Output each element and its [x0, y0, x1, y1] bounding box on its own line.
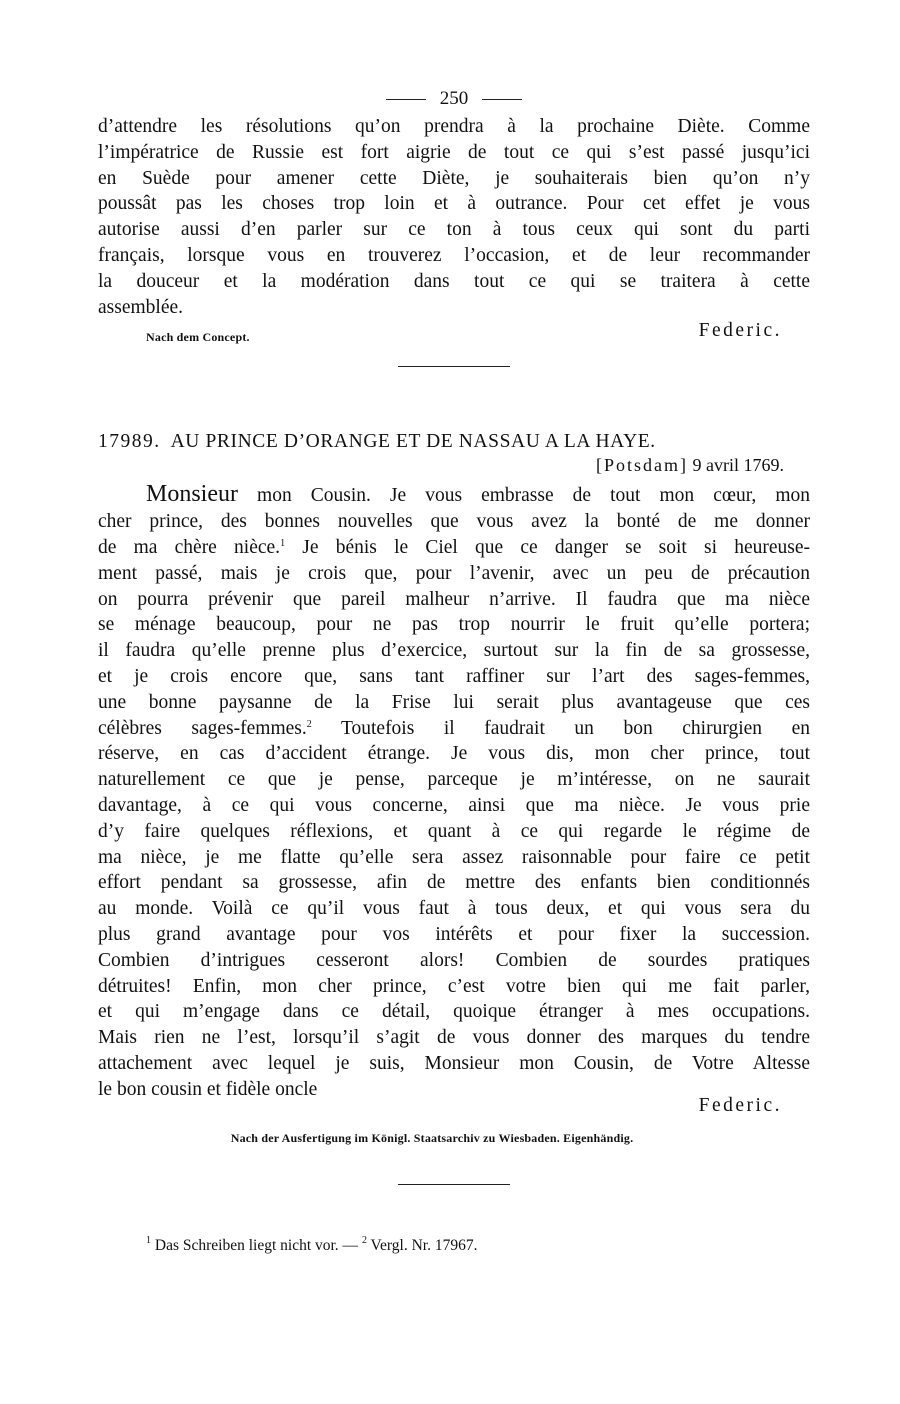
text-segment: Je bénis le Ciel que ce danger se soit si heureuse-: [285, 536, 810, 558]
footnotes: [146, 1234, 810, 1255]
text-line: le bon cousin et fidèle oncle: [98, 1078, 318, 1100]
signature-row: [98, 1095, 810, 1121]
section-divider: [398, 366, 510, 367]
text-segment: célèbres sages-femmes.: [98, 717, 307, 739]
text-line: [98, 482, 810, 509]
footnote-mark: 2: [361, 1234, 367, 1246]
opening-line-rest: mon Cousin. Je vous embrasse de tout mon cœur, mon: [238, 485, 810, 507]
text-line: la douceur et la modération dans tout ce qui se traitera à cette: [98, 270, 810, 292]
text-line: assemblée.: [98, 296, 184, 318]
text-line: on pourra prévenir que pareil malheur n’arrive. Il faudra que ma nièce: [98, 588, 810, 610]
text-segment: de ma chère nièce.: [98, 536, 281, 558]
text-line: davantage, à ce qui vous concerne, ainsi que ma nièce. Je vous prie: [98, 794, 810, 816]
page-number-header: [98, 84, 810, 114]
folio-dash-right: [482, 99, 522, 100]
text-line: au monde. Voilà ce qu’il vous faut à tous deux, et qui vous sera du: [98, 898, 810, 920]
text-line: attachement avec lequel je suis, Monsieur mon Cousin, de Votre Altesse: [98, 1052, 810, 1074]
continued-letter-text: [98, 114, 810, 320]
text-line: Mais rien ne l’est, lorsqu’il s’agit de vous donner des marques du tendre: [98, 1027, 810, 1049]
signature: Federic.: [698, 320, 782, 342]
letter-heading: [98, 431, 810, 453]
text-line: et je crois encore que, sans tant raffiner sur l’art des sages-femmes,: [98, 665, 810, 687]
text-line: et qui m’engage dans ce détail, quoique étranger à mes occupations.: [98, 1001, 810, 1023]
source-note: Nach dem Concept.: [146, 330, 250, 345]
page: [98, 84, 810, 1255]
text-line: d’attendre les résolutions qu’on prendra à la prochaine Diète. Comme: [98, 116, 810, 137]
letter-title: AU PRINCE D’ORANGE ET DE NASSAU A LA HAYE.: [170, 431, 656, 453]
footnote-divider: [398, 1184, 510, 1185]
letter-place: [Potsdam]: [596, 455, 688, 476]
text-line: cher prince, des bonnes nouvelles que vous avez la bonté de me donner: [98, 511, 810, 533]
text-line: réserve, en cas d’accident étrange. Je vous dis, mon cher prince, tout: [98, 743, 810, 765]
footnote-ref: 1: [280, 537, 286, 549]
footnote-ref: 2: [306, 718, 312, 730]
text-line: ma nièce, je me flatte qu’elle sera assez raisonnable pour faire ce petit: [98, 846, 810, 868]
page-number: 250: [439, 88, 469, 109]
text-line: détruites! Enfin, mon cher prince, c’est votre bien qui me fait parler,: [98, 975, 810, 997]
letter-date: 9 avril 1769.: [692, 455, 784, 476]
text-line: une bonne paysanne de la Frise lui serait plus avantageuse que ces: [98, 691, 810, 713]
signature-row: [98, 320, 810, 346]
letter-number: 17989.: [98, 431, 161, 453]
text-line: plus grand avantage pour vos intérêts et pour fixer la succession.: [98, 923, 810, 945]
signature: Federic.: [698, 1094, 782, 1116]
text-segment: Toutefois il faudrait un bon chirurgien en: [311, 717, 810, 739]
footnote-text: Vergl. Nr. 17967.: [366, 1236, 478, 1254]
folio-dash-left: [386, 99, 426, 100]
text-line: autorise aussi d’en parler sur ce ton à tous ceux qui sont du parti: [98, 219, 810, 241]
text-line: se ménage beaucoup, pour ne pas trop nourrir le fruit qu’elle portera;: [98, 614, 810, 636]
opening-word: Monsieur: [146, 481, 238, 508]
text-line: l’impératrice de Russie est fort aigrie de tout ce qui s’est passé jusqu’ici: [98, 141, 810, 163]
footnote-mark: 1: [146, 1234, 151, 1246]
letter-dateline: [98, 455, 784, 476]
text-line: naturellement ce que je pense, parceque je m’intéresse, on ne saurait: [98, 769, 810, 791]
text-line: ment passé, mais je crois que, pour l’avenir, avec un peu de précaution: [98, 562, 810, 584]
text-line: français, lorsque vous en trouverez l’occasion, et de leur recommander: [98, 244, 810, 266]
text-line: poussât pas les choses trop loin et à outrance. Pour cet effet je vous: [98, 193, 810, 215]
text-line: Combien d’intrigues cesseront alors! Combien de sourdes pratiques: [98, 949, 810, 971]
source-note: Nach der Ausfertigung im Königl. Staatsarchiv zu Wiesbaden. Eigenhändig.: [230, 1130, 634, 1145]
text-line: en Suède pour amener cette Diète, je souhaiterais bien qu’on n’y: [98, 167, 810, 189]
text-line: effort pendant sa grossesse, afin de mettre des enfants bien conditionnés: [98, 872, 810, 894]
text-line: [98, 535, 810, 561]
text-line: il faudra qu’elle prenne plus d’exercice, surtout sur la fin de sa grossesse,: [98, 640, 810, 662]
text-line: d’y faire quelques réflexions, et quant à ce qui regarde le régime de: [98, 820, 810, 842]
footnote-text: Das Schreiben liegt nicht vor. —: [151, 1236, 362, 1254]
letter-body: [98, 482, 810, 1102]
text-line: [98, 716, 810, 742]
